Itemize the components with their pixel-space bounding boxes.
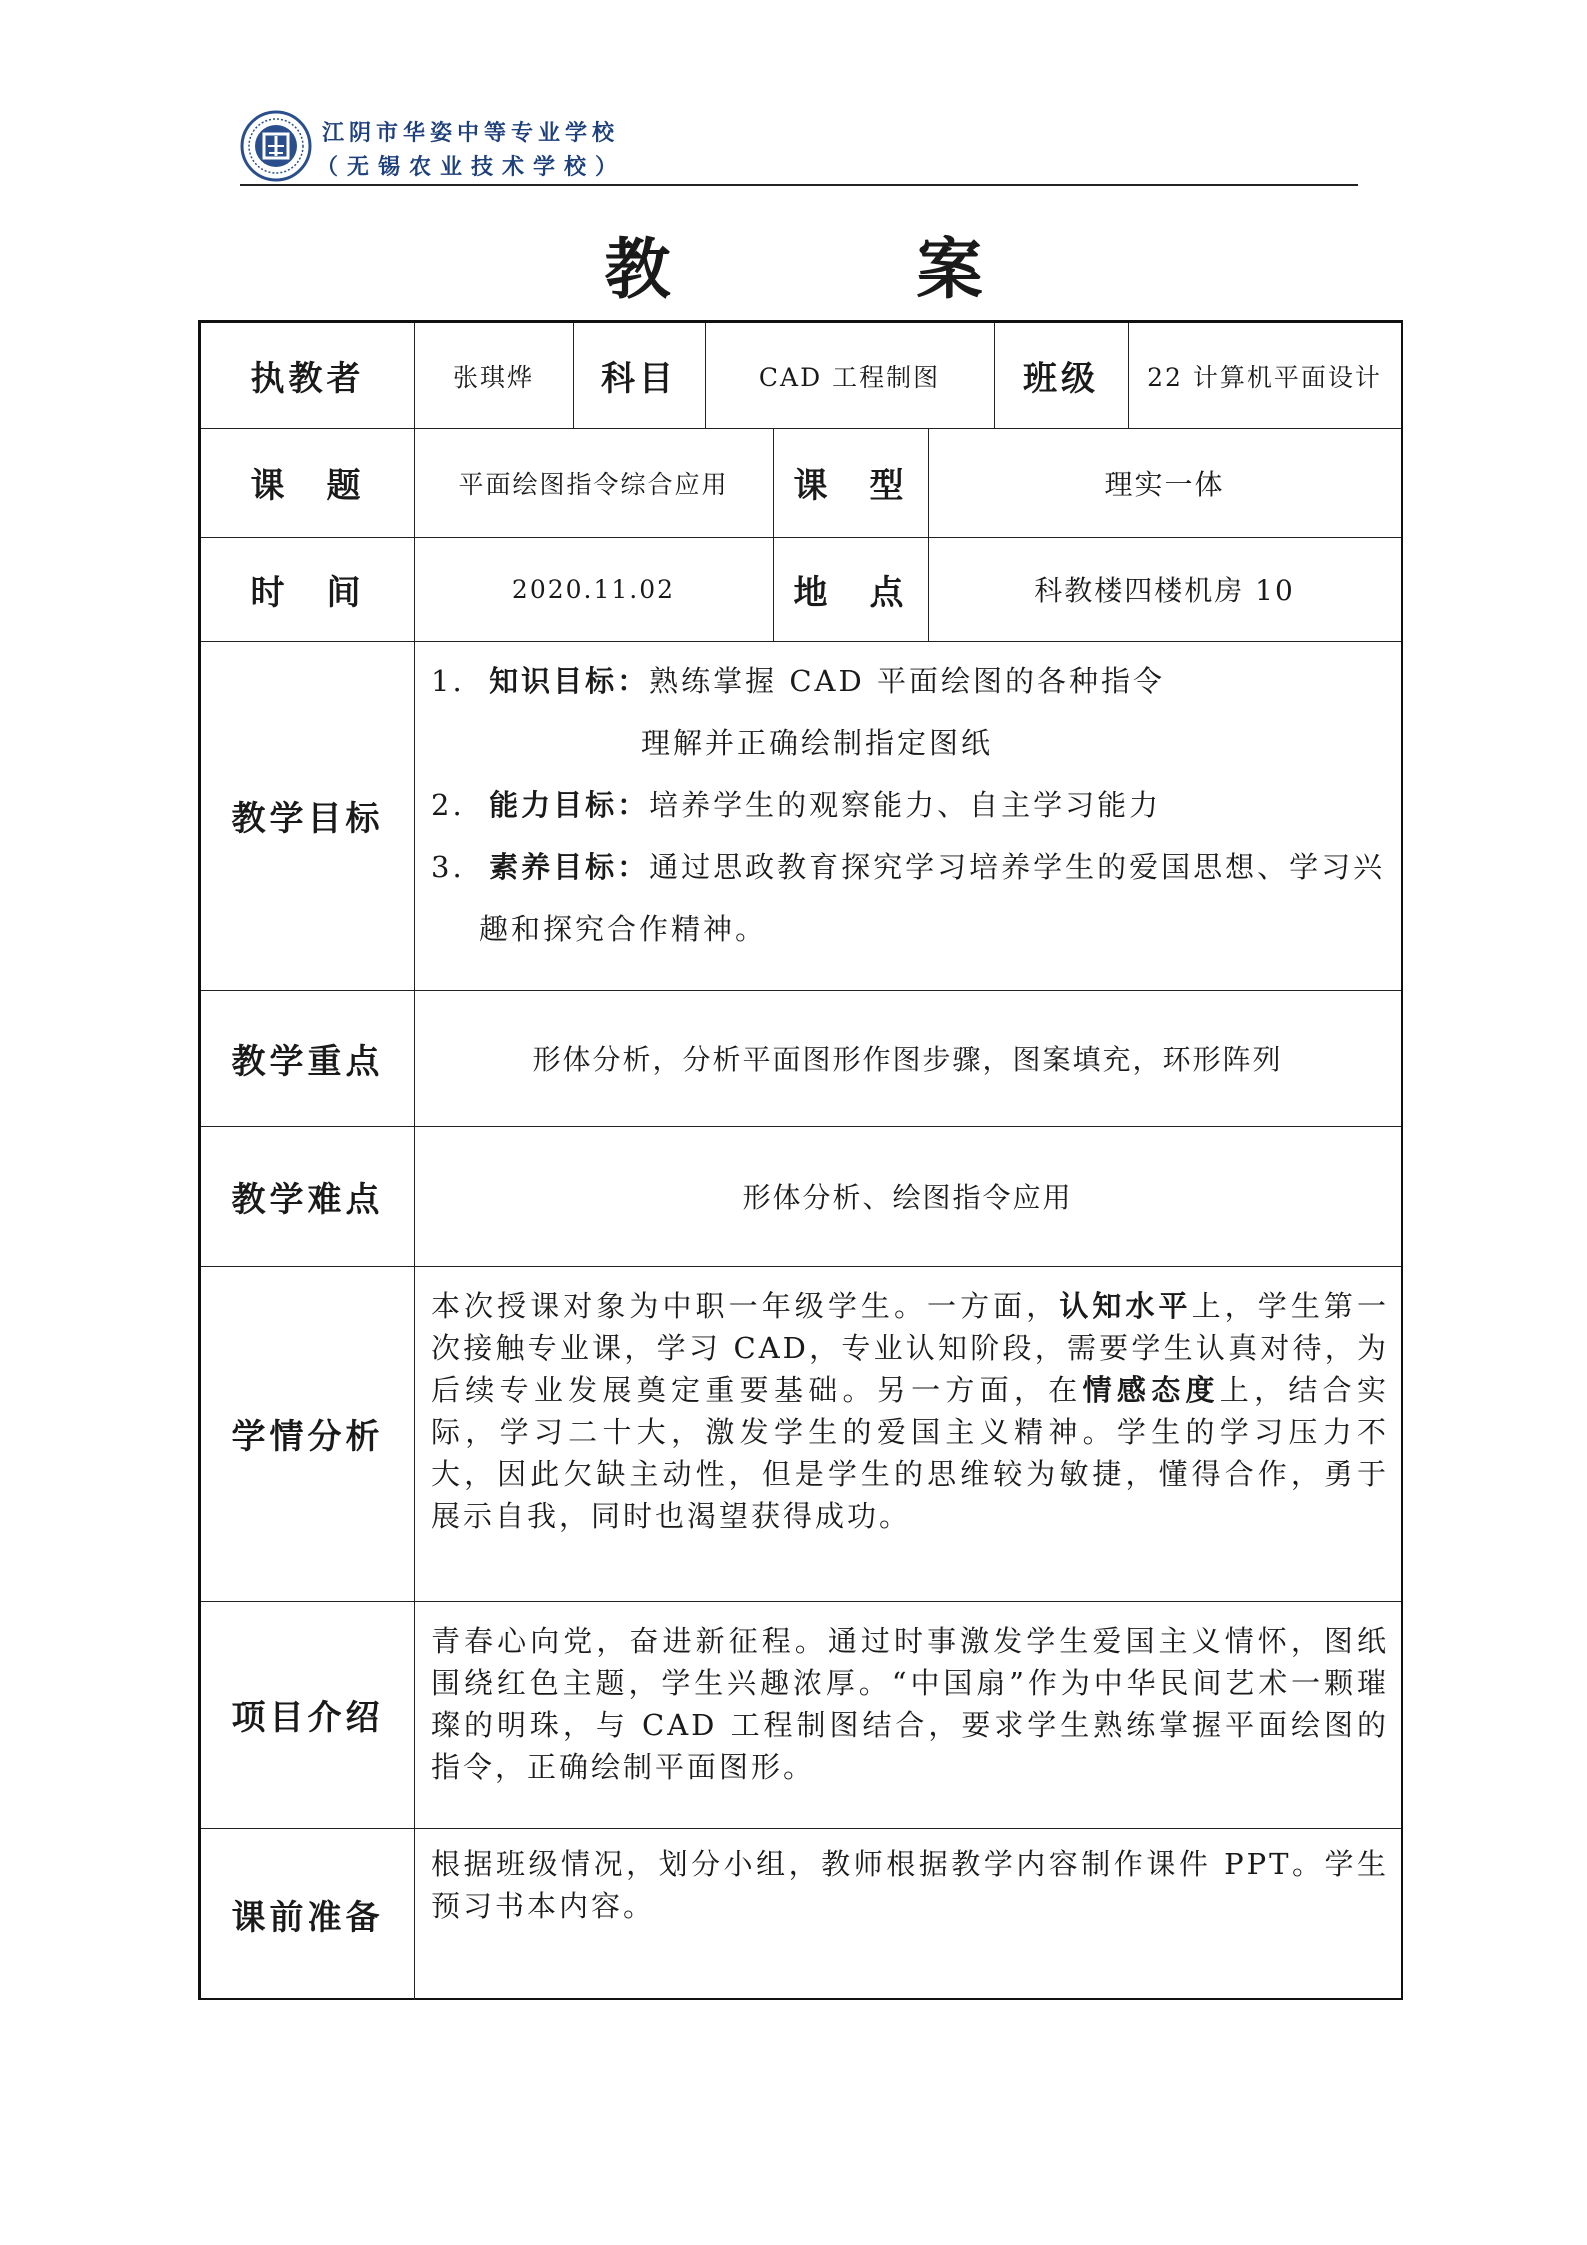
objective-continuation: 理解并正确绘制指定图纸 bbox=[641, 726, 994, 760]
analysis-emphasis: 情感态度 bbox=[1082, 1373, 1220, 1407]
analysis-segment: 上，结合实际，学习二十大，激发学生的爱国主义精神。学生的学习压力不大，因此欠缺主动性，但是学生的思维较为敏捷，懂得合作，勇于展示自我，同时也渴望获得成功。 bbox=[431, 1373, 1389, 1533]
objective-item bbox=[431, 845, 1385, 886]
teacher-label: 执教者 bbox=[250, 359, 365, 399]
analysis-segment: 上，学生第一次接触专业课，学习 CAD，专业认知阶段，需要学生认真对待，为后续专业发展奠定重要基础。另一方面，在 bbox=[431, 1289, 1389, 1407]
prep-text: 根据班级情况，划分小组，教师根据教学内容制作课件 PPT。学生预习书本内容。 bbox=[431, 1847, 1389, 1923]
type-label: 课 型 bbox=[793, 466, 908, 506]
place-label: 地 点 bbox=[793, 572, 908, 613]
difficulties-value: 形体分析、绘图指令应用 bbox=[742, 1181, 1073, 1214]
topic-value: 平面绘图指令综合应用 bbox=[458, 469, 729, 499]
list-number: 2. bbox=[431, 788, 465, 822]
teacher-value: 张琪烨 bbox=[452, 362, 534, 392]
list-number: 3. bbox=[431, 850, 465, 884]
difficulties-label: 教学难点 bbox=[231, 1179, 384, 1220]
time-value: 2020.11.02 bbox=[511, 574, 676, 604]
time-label: 时 间 bbox=[250, 572, 365, 613]
analysis-text bbox=[431, 1285, 1389, 1537]
objective-text: 培养学生的观察能力、自主学习能力 bbox=[649, 788, 1162, 822]
objective-item bbox=[431, 783, 1161, 824]
document-header bbox=[240, 110, 1358, 186]
key-points-value: 形体分析，分析平面图形作图步骤，图案填充，环形阵列 bbox=[532, 1043, 1283, 1076]
topic-label: 课 题 bbox=[250, 466, 365, 506]
class-value: 22 计算机平面设计 bbox=[1147, 362, 1382, 392]
lesson-plan-table bbox=[198, 320, 1403, 2000]
objectives-label: 教学目标 bbox=[231, 799, 384, 839]
header-divider bbox=[240, 184, 1358, 186]
subject-value: CAD 工程制图 bbox=[758, 362, 941, 392]
school-emblem-icon bbox=[240, 110, 312, 182]
objective-continuation: 趣和探究合作精神。 bbox=[479, 912, 768, 946]
analysis-label: 学情分析 bbox=[231, 1417, 384, 1457]
objective-text: 熟练掌握 CAD 平面绘图的各种指令 bbox=[649, 664, 1165, 698]
class-label: 班级 bbox=[1023, 359, 1099, 399]
key-points-label: 教学重点 bbox=[231, 1041, 384, 1082]
list-number: 1. bbox=[431, 664, 465, 698]
objective-lead: 知识目标： bbox=[489, 664, 650, 698]
school-alias: （无锡农业技术学校） bbox=[316, 154, 627, 180]
analysis-emphasis: 认知水平 bbox=[1059, 1289, 1192, 1323]
objective-lead: 能力目标： bbox=[489, 788, 650, 822]
prep-label: 课前准备 bbox=[231, 1897, 384, 1938]
objective-lead: 素养目标： bbox=[489, 850, 650, 884]
page-title: 教 案 bbox=[604, 230, 1073, 308]
project-label: 项目介绍 bbox=[231, 1698, 384, 1738]
analysis-segment: 本次授课对象为中职一年级学生。一方面， bbox=[431, 1289, 1060, 1323]
place-value: 科教楼四楼机房 10 bbox=[1034, 574, 1295, 607]
school-name: 江阴市华姿中等专业学校 bbox=[322, 120, 620, 146]
objective-item bbox=[431, 659, 1165, 700]
subject-label: 科目 bbox=[601, 359, 677, 399]
project-text: 青春心向党，奋进新征程。通过时事激发学生爱国主义情怀，图纸围绕红色主题，学生兴趣浓厚。“中国扇”作为中华民间艺术一颗璀璨的明珠，与 CAD 工程制图结合，要求学生熟练掌握平面绘图的指令，正确绘制平面图形。 bbox=[431, 1624, 1389, 1784]
objective-text: 通过思政教育探究学习培养学生的爱国思想、学习兴 bbox=[649, 850, 1386, 884]
type-value: 理实一体 bbox=[1104, 467, 1225, 501]
